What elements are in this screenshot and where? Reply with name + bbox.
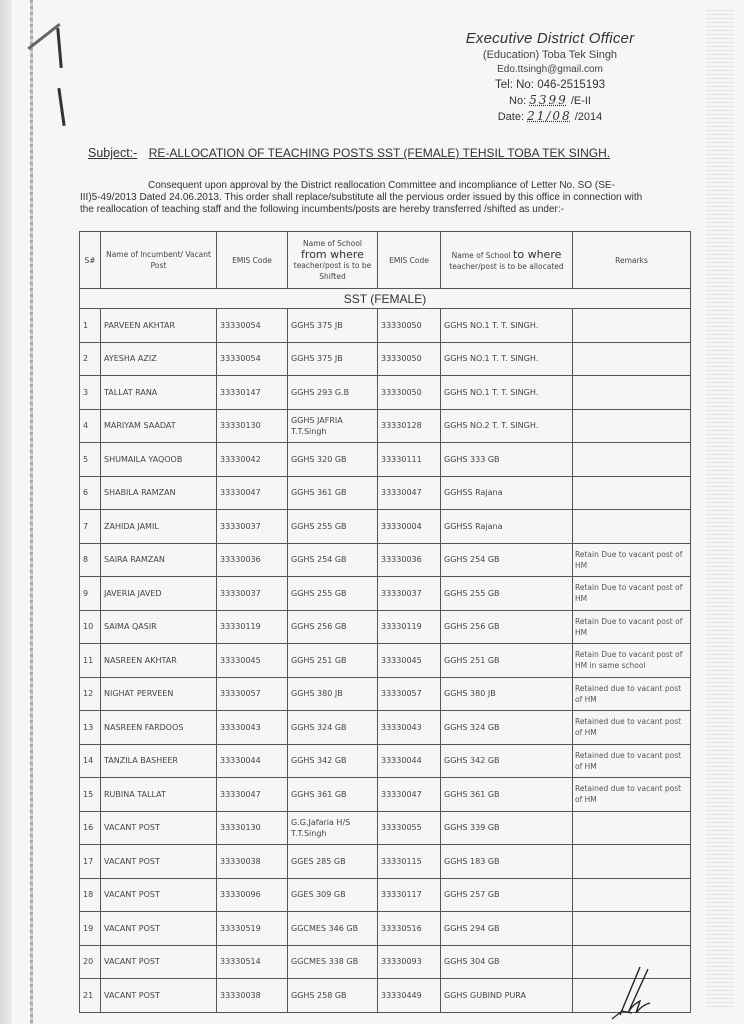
header-emis-to: EMIS Code: [378, 232, 441, 289]
emis-code-to: 33330047: [378, 778, 441, 812]
school-from: GGHS 251 GB: [288, 644, 378, 678]
emis-code-from: 33330147: [217, 376, 288, 410]
incumbent-name: VACANT POST: [101, 845, 217, 879]
header-text: teacher/post is to be allocated: [449, 261, 564, 271]
emis-code-to: 33330050: [378, 342, 441, 376]
emis-code-from: 33330044: [217, 744, 288, 778]
emis-code-from: 33330045: [217, 644, 288, 678]
remarks: Retained due to vacant post of HM: [573, 711, 691, 745]
row-serial: 12: [80, 677, 101, 711]
table-row: [80, 878, 691, 912]
table-row: [80, 577, 691, 611]
emis-code-to: 33330036: [378, 543, 441, 577]
allocation-table: [79, 231, 691, 1013]
school-to: GGHS 254 GB: [441, 543, 573, 577]
emis-code-from: 33330519: [217, 912, 288, 946]
letter-number-value: 5399: [529, 93, 568, 107]
paragraph-line: the reallocation of teaching staff and the following incumbents/posts are hereby transferred /shifted as under:-: [80, 204, 564, 215]
table-row: [80, 711, 691, 745]
row-serial: 9: [80, 577, 101, 611]
school-from: GGES 285 GB: [288, 845, 378, 879]
table-row: [80, 979, 691, 1013]
row-serial: 14: [80, 744, 101, 778]
incumbent-name: TANZILA BASHEER: [101, 744, 217, 778]
school-from: GGHS 293 G.B: [288, 376, 378, 410]
signature-mark: [610, 965, 660, 1020]
table-row: [80, 309, 691, 343]
emis-code-from: 33330057: [217, 677, 288, 711]
incumbent-name: SAIRA RAMZAN: [101, 543, 217, 577]
row-serial: 18: [80, 878, 101, 912]
incumbent-name: VACANT POST: [101, 945, 217, 979]
row-serial: 8: [80, 543, 101, 577]
school-from: GGHS 324 GB: [288, 711, 378, 745]
incumbent-name: NIGHAT PERVEEN: [101, 677, 217, 711]
emis-code-from: 33330043: [217, 711, 288, 745]
school-to: GGHS 380 JB: [441, 677, 573, 711]
emis-code-to: 33330055: [378, 811, 441, 845]
office-title: Executive District Officer: [465, 30, 635, 47]
remarks: Retain Due to vacant post of HM in same school: [573, 644, 691, 678]
paragraph-line: III)5-49/2013 Dated 24.06.2013. This order shall replace/substitute all the pervious order issued by this office in connection with: [80, 192, 643, 203]
remarks: [573, 845, 691, 879]
table-row: [80, 845, 691, 879]
remarks: [573, 912, 691, 946]
emis-code-to: 33330128: [378, 409, 441, 443]
emis-code-from: 33330047: [217, 476, 288, 510]
paragraph-line: Consequent upon approval by the District reallocation Committee and incompliance of Letter No. SO (SE-: [148, 180, 615, 191]
letter-number-suffix: /E-II: [570, 95, 591, 107]
header-incumbent-name: Name of Incumbent/ Vacant Post: [101, 232, 217, 289]
incumbent-name: TALLAT RANA: [101, 376, 217, 410]
school-to: GGHS 256 GB: [441, 610, 573, 644]
table-row: [80, 778, 691, 812]
emis-code-to: 33330516: [378, 912, 441, 946]
emis-code-from: 33330119: [217, 610, 288, 644]
emis-code-to: 33330037: [378, 577, 441, 611]
school-to: GGHS 339 GB: [441, 811, 573, 845]
incumbent-name: AYESHA AZIZ: [101, 342, 217, 376]
incumbent-name: SHABILA RAMZAN: [101, 476, 217, 510]
incumbent-name: ZAHIDA JAMIL: [101, 510, 217, 544]
punch-line-mark: [30, 0, 33, 1024]
incumbent-name: RUBINA TALLAT: [101, 778, 217, 812]
remarks: [573, 811, 691, 845]
remarks: Retain Due to vacant post of HM: [573, 610, 691, 644]
school-to: GGHS 342 GB: [441, 744, 573, 778]
emis-code-to: 33330449: [378, 979, 441, 1013]
emis-code-from: 33330037: [217, 577, 288, 611]
row-serial: 16: [80, 811, 101, 845]
letterhead: [430, 30, 670, 123]
remarks: Retain Due to vacant post of HM: [573, 543, 691, 577]
school-from: GGHS 375 JB: [288, 342, 378, 376]
row-serial: 10: [80, 610, 101, 644]
school-to: GGHS 255 GB: [441, 577, 573, 611]
row-serial: 20: [80, 945, 101, 979]
remarks: [573, 342, 691, 376]
pen-mark: [57, 88, 65, 126]
emis-code-from: 33330037: [217, 510, 288, 544]
header-text: teacher/post is to be Shifted: [293, 261, 372, 281]
row-serial: 21: [80, 979, 101, 1013]
row-serial: 5: [80, 443, 101, 477]
school-from: GGHS 254 GB: [288, 543, 378, 577]
school-to: GGHS 294 GB: [441, 912, 573, 946]
school-from: GGHS 361 GB: [288, 778, 378, 812]
emis-code-from: 33330130: [217, 409, 288, 443]
remarks: [573, 443, 691, 477]
emis-code-to: 33330117: [378, 878, 441, 912]
emis-code-from: 33330038: [217, 845, 288, 879]
subject-label: Subject:-: [88, 146, 138, 160]
emis-code-to: 33330111: [378, 443, 441, 477]
header-serial: S#: [80, 232, 101, 289]
header-school-to: [441, 232, 573, 289]
table-row: [80, 476, 691, 510]
emis-code-from: 33330054: [217, 342, 288, 376]
remarks: Retained due to vacant post of HM: [573, 744, 691, 778]
emis-code-from: 33330036: [217, 543, 288, 577]
incumbent-name: SHUMAILA YAQOOB: [101, 443, 217, 477]
emis-code-to: 33330057: [378, 677, 441, 711]
emis-code-from: 33330096: [217, 878, 288, 912]
letter-number: [430, 93, 670, 107]
table-row: [80, 543, 691, 577]
emis-code-from: 33330038: [217, 979, 288, 1013]
table-row: [80, 644, 691, 678]
remarks: [573, 309, 691, 343]
incumbent-name: MARIYAM SAADAT: [101, 409, 217, 443]
remarks: [573, 476, 691, 510]
emis-code-to: 33330004: [378, 510, 441, 544]
school-to: GGHS GUBIND PURA: [441, 979, 573, 1013]
emis-code-from: 33330042: [217, 443, 288, 477]
school-from: GGHS JAFRIA T.T.Singh: [288, 409, 378, 443]
remarks: Retain Due to vacant post of HM: [573, 577, 691, 611]
row-serial: 3: [80, 376, 101, 410]
emis-code-from: 33330054: [217, 309, 288, 343]
incumbent-name: SAIMA QASIR: [101, 610, 217, 644]
row-serial: 1: [80, 309, 101, 343]
table-row: [80, 342, 691, 376]
incumbent-name: VACANT POST: [101, 878, 217, 912]
school-from: GGHS 256 GB: [288, 610, 378, 644]
school-from: GGCMES 346 GB: [288, 912, 378, 946]
table-row: [80, 744, 691, 778]
emis-code-to: 33330115: [378, 845, 441, 879]
table-row: [80, 443, 691, 477]
emis-code-to: 33330045: [378, 644, 441, 678]
remarks: Retained due to vacant post of HM: [573, 677, 691, 711]
header-emis-from: EMIS Code: [217, 232, 288, 289]
header-school-from: [288, 232, 378, 289]
school-from: GGHS 375 JB: [288, 309, 378, 343]
row-serial: 7: [80, 510, 101, 544]
subject-text: RE-ALLOCATION OF TEACHING POSTS SST (FEMALE) TEHSIL TOBA TEK SINGH.: [148, 146, 611, 160]
header-text-emphasis: from where: [301, 248, 364, 261]
school-to: GGHS 361 GB: [441, 778, 573, 812]
header-text: Name of School: [451, 250, 511, 260]
pen-mark: [56, 28, 62, 68]
table-row: [80, 376, 691, 410]
emis-code-to: 33330043: [378, 711, 441, 745]
emis-code-to: 33330044: [378, 744, 441, 778]
remarks: Retained due to vacant post of HM: [573, 778, 691, 812]
remarks: [573, 510, 691, 544]
office-subtitle: (Education) Toba Tek Singh: [482, 49, 618, 61]
school-from: GGCMES 338 GB: [288, 945, 378, 979]
office-telephone: Tel: No: 046-2515193: [495, 79, 605, 91]
row-serial: 13: [80, 711, 101, 745]
incumbent-name: NASREEN FARDOOS: [101, 711, 217, 745]
school-to: GGHS NO.2 T. T. SINGH.: [441, 409, 573, 443]
emis-code-to: 33330119: [378, 610, 441, 644]
school-to: GGHSS Rajana: [441, 510, 573, 544]
incumbent-name: VACANT POST: [101, 979, 217, 1013]
school-from: GGHS 255 GB: [288, 577, 378, 611]
school-to: GGHS 324 GB: [441, 711, 573, 745]
school-to: GGHS NO.1 T. T. SINGH.: [441, 376, 573, 410]
school-from: G.G.Jafaria H/S T.T.Singh: [288, 811, 378, 845]
section-header-row: [80, 289, 691, 309]
school-from: GGHS 320 GB: [288, 443, 378, 477]
emis-code-to: 33330093: [378, 945, 441, 979]
incumbent-name: VACANT POST: [101, 811, 217, 845]
school-from: GGHS 361 GB: [288, 476, 378, 510]
row-serial: 15: [80, 778, 101, 812]
table-row: [80, 811, 691, 845]
school-from: GGHS 380 JB: [288, 677, 378, 711]
remarks: [573, 409, 691, 443]
remarks: [573, 878, 691, 912]
table-row: [80, 945, 691, 979]
office-email: Edo.ttsingh@gmail.com: [497, 64, 603, 75]
school-from: GGHS 255 GB: [288, 510, 378, 544]
emis-code-from: 33330514: [217, 945, 288, 979]
table-row: [80, 677, 691, 711]
table-row: [80, 510, 691, 544]
school-to: GGHSS Rajana: [441, 476, 573, 510]
section-title: SST (FEMALE): [80, 289, 691, 309]
table-header-row: [80, 232, 691, 289]
header-text-emphasis: to where: [513, 247, 562, 261]
incumbent-name: VACANT POST: [101, 912, 217, 946]
page-left-edge-shadow: [0, 0, 12, 1024]
school-to: GGHS 304 GB: [441, 945, 573, 979]
school-to: GGHS NO.1 T. T. SINGH.: [441, 309, 573, 343]
emis-code-to: 33330047: [378, 476, 441, 510]
emis-code-to: 33330050: [378, 376, 441, 410]
letter-date-value: 21/08: [527, 109, 572, 123]
emis-code-from: 33330130: [217, 811, 288, 845]
incumbent-name: JAVERIA JAVED: [101, 577, 217, 611]
incumbent-name: PARVEEN AKHTAR: [101, 309, 217, 343]
emis-code-to: 33330050: [378, 309, 441, 343]
school-to: GGHS 333 GB: [441, 443, 573, 477]
school-from: GGHS 342 GB: [288, 744, 378, 778]
letter-date-label: Date:: [497, 111, 525, 123]
header-remarks: Remarks: [573, 232, 691, 289]
emis-code-from: 33330047: [217, 778, 288, 812]
table-row: [80, 409, 691, 443]
subject-line: [88, 146, 610, 160]
scan-noise-right-edge: [706, 10, 734, 1010]
row-serial: 17: [80, 845, 101, 879]
row-serial: 19: [80, 912, 101, 946]
table-row: [80, 912, 691, 946]
school-from: GGES 309 GB: [288, 878, 378, 912]
row-serial: 11: [80, 644, 101, 678]
header-text: Name of School: [302, 239, 363, 248]
school-to: GGHS 251 GB: [441, 644, 573, 678]
letter-date-year: /2014: [574, 111, 603, 123]
school-to: GGHS NO.1 T. T. SINGH.: [441, 342, 573, 376]
letter-number-label: No:: [509, 95, 527, 107]
row-serial: 2: [80, 342, 101, 376]
incumbent-name: NASREEN AKHTAR: [101, 644, 217, 678]
remarks: [573, 376, 691, 410]
school-from: GGHS 258 GB: [288, 979, 378, 1013]
school-to: GGHS 183 GB: [441, 845, 573, 879]
letter-date: [430, 109, 670, 123]
row-serial: 6: [80, 476, 101, 510]
table-row: [80, 610, 691, 644]
row-serial: 4: [80, 409, 101, 443]
school-to: GGHS 257 GB: [441, 878, 573, 912]
order-paragraph: [80, 180, 684, 216]
